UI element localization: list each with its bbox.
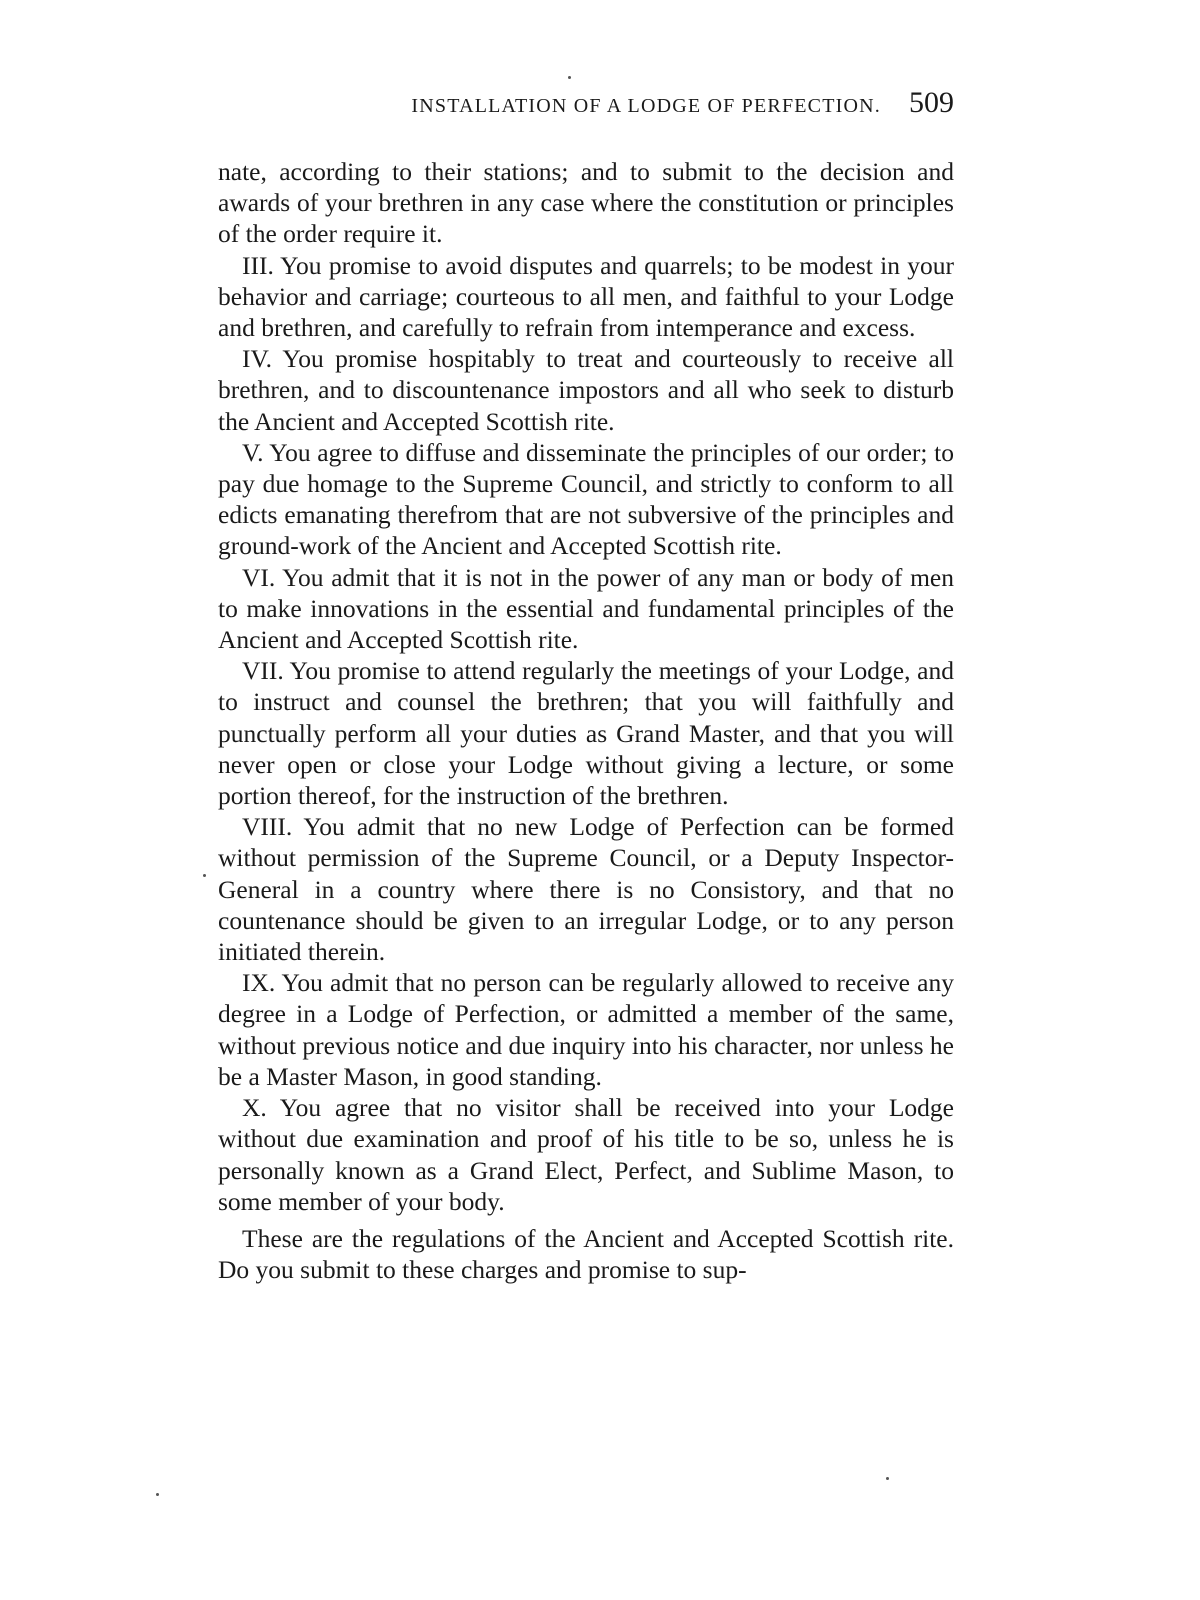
paragraph-article-iv: IV. You promise hospitably to treat and courteously to receive all brethren, and to discountenance impostors and all who seek to disturb the Ancient and Accepted Scottish rite. <box>218 344 954 436</box>
paragraph-article-iii: III. You promise to avoid disputes and quarrels; to be modest in your behavior and carriage; courteous to all men, and faithful to your Lodge and brethren, and carefully to refrain from intemperance and excess. <box>218 250 954 343</box>
paragraph-article-x: X. You agree that no visitor shall be received into your Lodge without due examination and proof of his title to be so, unless he is personally known as a Grand Elect, Perfect, and Sublime Mason, to some member of your body. <box>218 1093 954 1216</box>
paragraph-article-vii: VII. You promise to attend regularly the meetings of your Lodge, and to instruct and counsel the brethren; that you will faithfully and punctually perform all your duties as Grand Master, and that you will never open or close your Lodge without giving a lecture, or some portion thereof, for the instruction of the brethren. <box>218 656 954 811</box>
scan-speck <box>203 874 206 877</box>
body-text <box>218 156 954 1285</box>
scan-speck <box>886 1477 889 1480</box>
paragraph-article-vi: VI. You admit that it is not in the power of any man or body of men to make innovations in the essential and fundamental principles of the Ancient and Accepted Scottish rite. <box>218 562 954 655</box>
paragraph-article-v: V. You agree to diffuse and disseminate the principles of our order; to pay due homage to the Supreme Council, and strictly to conform to all edicts emanating therefrom that are not subversive of the principles and ground-work of the Ancient and Accepted Scottish rite. <box>218 437 954 561</box>
scan-speck <box>568 76 571 79</box>
page-number: 509 <box>909 86 954 119</box>
paragraph-continuation: nate, according to their stations; and to submit to the decision and awards of your brethren in any case where the constitution or principles of the order require it. <box>218 157 954 249</box>
paragraph-article-viii: VIII. You admit that no new Lodge of Perfection can be formed without permission of the Supreme Council, or a Deputy Inspector-General in a country where there is no Consistory, and that no countenance should be given to an irregular Lodge, or to any person initiated therein. <box>218 812 954 967</box>
running-title: INSTALLATION OF A LODGE OF PERFECTION. <box>411 95 881 117</box>
paragraph-closing: These are the regulations of the Ancient and Accepted Scottish rite. Do you submit to these charges and promise to sup- <box>218 1223 954 1285</box>
scan-speck <box>156 1493 159 1496</box>
running-head <box>218 86 954 134</box>
paragraph-article-ix: IX. You admit that no person can be regularly allowed to receive any degree in a Lodge of Perfection, or admitted a member of the same, without previous notice and due inquiry into his character, nor unless he be a Master Mason, in good standing. <box>218 968 954 1091</box>
